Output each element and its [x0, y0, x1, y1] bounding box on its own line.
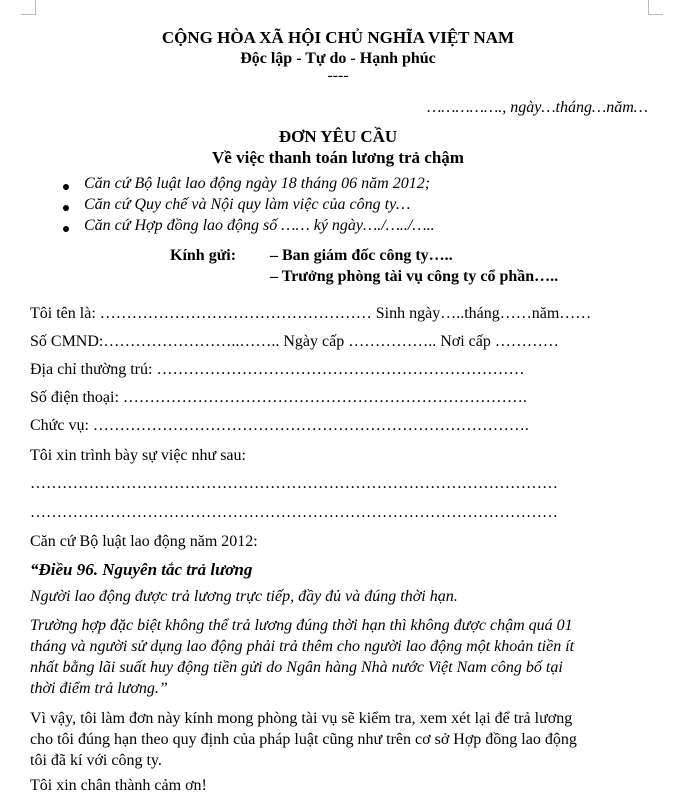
header-separator: ----	[327, 67, 349, 84]
bullet-icon	[63, 226, 69, 232]
statement-label: Tôi xin trình bày sự việc như sau:	[30, 447, 246, 464]
recipient-label: Kính gửi:	[170, 247, 237, 264]
field-phone: Số điện thoại: ………………………………………………………………….	[30, 389, 527, 406]
article-paragraph-line: Trường hợp đặc biệt không thể trả lương đúng thời hạn thì không được chậm quá 01	[30, 617, 573, 634]
recipient-finance-head: – Trưởng phòng tài vụ công ty cổ phần…..	[270, 268, 559, 285]
request-line: Vì vậy, tôi làm đơn này kính mong phòng tài vụ sẽ kiểm tra, xem xét lại để trả lương	[30, 710, 573, 727]
field-name: Tôi tên là: …………………………………………… Sinh ngày…..tháng……năm……	[30, 305, 592, 322]
page-corner-marker-right	[648, 0, 663, 15]
country-name: CỘNG HÒA XÃ HỘI CHỦ NGHĨA VIỆT NAM	[161, 28, 515, 47]
field-position: Chức vụ: ……………………………………………………………………….	[30, 417, 529, 434]
statement-dots-line: ………………………………………………………………………………………	[30, 504, 558, 521]
document-title: ĐƠN YÊU CẦU	[278, 127, 398, 146]
page-corner-marker-left	[21, 0, 36, 15]
recipient-board: – Ban giám đốc công ty…..	[270, 247, 453, 264]
article-paragraph-line: tháng và người sử dụng lao động phải trả thêm cho người lao động một khoản tiền ít	[30, 638, 575, 655]
article-paragraph-line: nhất bằng lãi suất huy động tiền gửi do Ngân hàng Nhà nước Việt Nam công bố tại	[30, 659, 563, 676]
basis-item: Căn cứ Bộ luật lao động ngày 18 tháng 06 năm 2012;	[84, 175, 431, 192]
article-paragraph-line: thời điểm trả lương.”	[30, 680, 168, 697]
bullet-icon	[63, 205, 69, 211]
document-subtitle: Về việc thanh toán lương trả chậm	[212, 148, 464, 167]
field-id-card: Số CMND:……………………..…….. Ngày cấp …………….. Nơi cấp …………	[30, 333, 559, 350]
date-line: ……………., ngày…tháng…năm…	[427, 99, 648, 116]
closing-thanks: Tôi xin chân thành cảm ơn!	[30, 777, 207, 794]
article-paragraph: Người lao động được trả lương trực tiếp, đầy đủ và đúng thời hạn.	[30, 588, 458, 605]
field-address: Địa chỉ thường trú: ……………………………………………………………	[30, 361, 525, 378]
legal-intro: Căn cứ Bộ luật lao động năm 2012:	[30, 533, 258, 550]
basis-item: Căn cứ Quy chế và Nội quy làm việc của công ty…	[84, 196, 411, 213]
request-line: cho tôi đúng hạn theo quy định của pháp luật cũng như trên cơ sở Hợp đồng lao động	[30, 731, 577, 748]
article-title: “Điều 96. Nguyên tắc trả lương	[30, 560, 253, 579]
statement-dots-line: ………………………………………………………………………………………	[30, 475, 558, 492]
request-line: tôi đã kí với công ty.	[30, 752, 162, 769]
national-motto: Độc lập - Tự do - Hạnh phúc	[240, 50, 436, 67]
basis-item: Căn cứ Hợp đồng lao động số …… ký ngày…./…../…..	[84, 217, 435, 234]
bullet-icon	[63, 184, 69, 190]
